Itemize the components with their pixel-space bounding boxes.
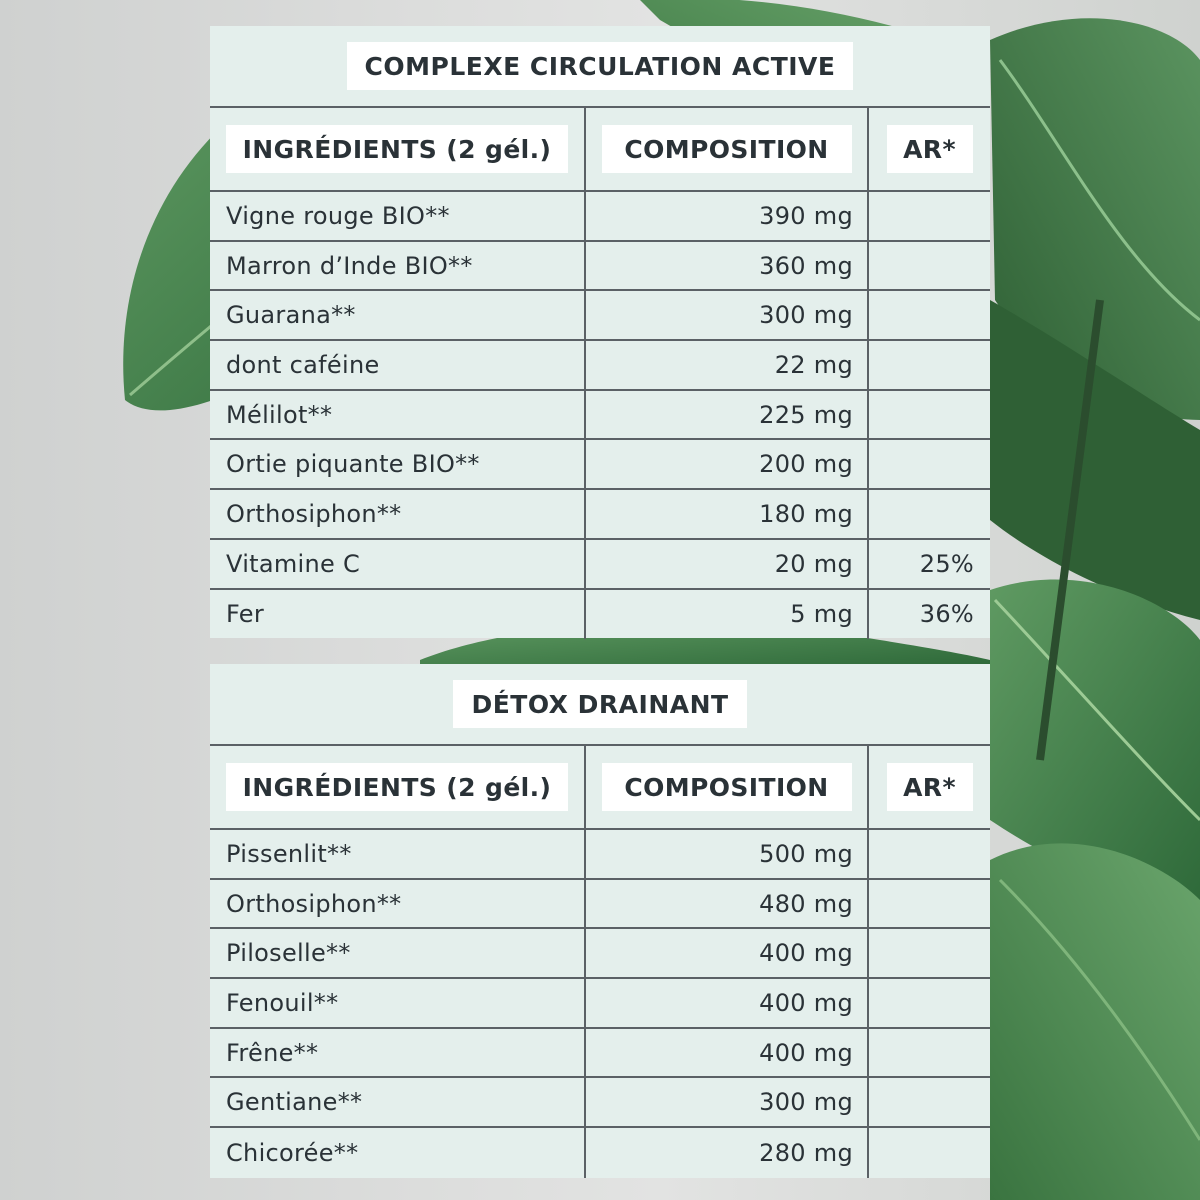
ingredient-name: Piloselle** (210, 929, 586, 977)
ingredient-name: Orthosiphon** (210, 490, 586, 538)
ingredient-name: Pissenlit** (210, 830, 586, 878)
table-row (210, 242, 990, 292)
ingredient-ar (869, 291, 990, 339)
ingredient-amount: 5 mg (586, 590, 869, 640)
table-complexe-circulation-active (210, 26, 990, 638)
table-row (210, 1078, 990, 1128)
ingredient-name: Fenouil** (210, 979, 586, 1027)
ingredient-ar (869, 929, 990, 977)
ingredient-name: Frêne** (210, 1029, 586, 1077)
ingredient-amount: 400 mg (586, 1029, 869, 1077)
table-row (210, 979, 990, 1029)
ingredient-ar (869, 1128, 990, 1178)
table-row (210, 590, 990, 640)
ingredient-amount: 20 mg (586, 540, 869, 588)
table-row (210, 440, 990, 490)
table-title: COMPLEXE CIRCULATION ACTIVE (347, 42, 854, 90)
table-row (210, 880, 990, 930)
ingredient-ar (869, 490, 990, 538)
ingredient-amount: 22 mg (586, 341, 869, 389)
ingredient-amount: 480 mg (586, 880, 869, 928)
table-row (210, 391, 990, 441)
ingredient-ar (869, 192, 990, 240)
header-ingredients: INGRÉDIENTS (2 gél.) (226, 125, 568, 173)
ingredient-ar (869, 341, 990, 389)
ingredient-ar (869, 440, 990, 488)
table-title-band (210, 26, 990, 108)
ingredient-name: Ortie piquante BIO** (210, 440, 586, 488)
ingredient-amount: 400 mg (586, 979, 869, 1027)
ingredient-amount: 180 mg (586, 490, 869, 538)
table-row (210, 540, 990, 590)
table-row (210, 830, 990, 880)
ingredient-name: Mélilot** (210, 391, 586, 439)
table-row (210, 291, 990, 341)
ingredient-ar (869, 1029, 990, 1077)
header-ar: AR* (887, 125, 973, 173)
ingredient-amount: 225 mg (586, 391, 869, 439)
header-composition: COMPOSITION (602, 763, 852, 811)
ingredient-name: Guarana** (210, 291, 586, 339)
ingredient-amount: 300 mg (586, 291, 869, 339)
ingredient-ar: 25% (919, 549, 974, 578)
ingredient-ar (869, 1078, 990, 1126)
ingredient-amount: 300 mg (586, 1078, 869, 1126)
ingredient-name: Marron d’Inde BIO** (210, 242, 586, 290)
table-row (210, 341, 990, 391)
table-title: DÉTOX DRAINANT (453, 680, 746, 728)
ingredient-name: Vitamine C (210, 540, 586, 588)
table-row (210, 1029, 990, 1079)
ingredient-amount: 390 mg (586, 192, 869, 240)
ingredient-amount: 500 mg (586, 830, 869, 878)
ingredient-name: Fer (210, 590, 586, 640)
ingredient-amount: 400 mg (586, 929, 869, 977)
table-row (210, 192, 990, 242)
header-composition: COMPOSITION (602, 125, 852, 173)
ingredient-ar (869, 391, 990, 439)
table-row (210, 929, 990, 979)
ingredient-amount: 360 mg (586, 242, 869, 290)
ingredient-amount: 280 mg (586, 1128, 869, 1178)
ingredient-name: dont caféine (210, 341, 586, 389)
table-row (210, 490, 990, 540)
ingredient-name: Orthosiphon** (210, 880, 586, 928)
table-header-row (210, 746, 990, 830)
ingredient-name: Chicorée** (210, 1128, 586, 1178)
table-detox-drainant (210, 664, 990, 1178)
ingredient-ar (869, 880, 990, 928)
header-ar: AR* (887, 763, 973, 811)
ingredient-name: Gentiane** (210, 1078, 586, 1126)
ingredient-ar (869, 242, 990, 290)
ingredient-ar (869, 979, 990, 1027)
ingredient-ar: 36% (919, 600, 974, 629)
table-header-row (210, 108, 990, 192)
table-title-band (210, 664, 990, 746)
ingredient-ar (869, 830, 990, 878)
ingredient-name: Vigne rouge BIO** (210, 192, 586, 240)
ingredient-amount: 200 mg (586, 440, 869, 488)
header-ingredients: INGRÉDIENTS (2 gél.) (226, 763, 568, 811)
table-row (210, 1128, 990, 1178)
